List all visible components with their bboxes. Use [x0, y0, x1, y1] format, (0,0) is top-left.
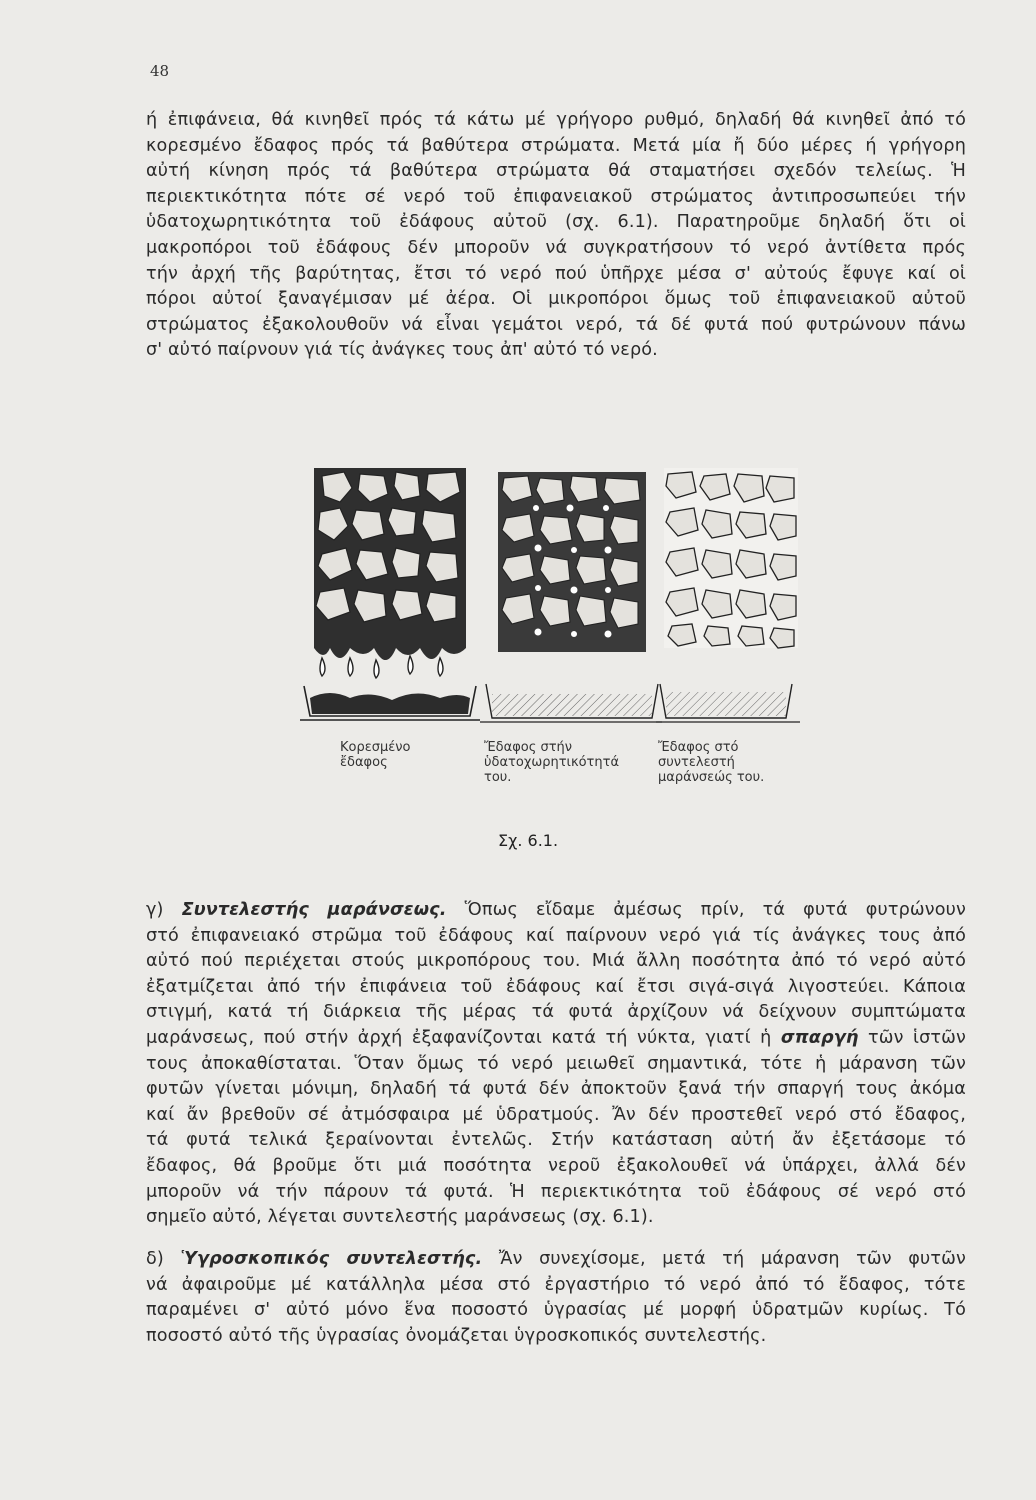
- label-wilting-point: Ἔδαφος στό συντελεστή μαράνσεώς του.: [658, 740, 765, 785]
- text-line: σημεῖο αὐτό, λέγεται συντελεστής μαράνσεως (σχ. 6.1).: [146, 1207, 654, 1228]
- text-line: ποσοστό αὐτό τῆς ὑγρασίας ὀνομάζεται ὑγροσκοπικός συντελεστής.: [146, 1325, 767, 1346]
- text-line: σ' αὐτό παίρνουν γιά τίς ἀνάγκες τους ἀπ' αὐτό τό νερό.: [146, 340, 658, 361]
- text-line: ή ἐπιφάνεια, θά κινηθεῖ πρός τά κάτω μέ γρήγορο ρυθμό, δηλαδή θά κινηθεῖ ἀπό τό: [146, 110, 966, 130]
- section-prefix: γ): [146, 900, 182, 920]
- text-line: φυτῶν γίνεται μόνιμη, δηλαδή τά φυτά δέν ἀποκτοῦν ξανά τήν σπαργή τους ἀκόμα: [146, 1079, 966, 1100]
- paragraph-delta: [146, 1247, 966, 1349]
- text-line: [146, 1026, 966, 1052]
- figure-6-1: [300, 462, 800, 812]
- paragraph-top: [146, 108, 966, 364]
- label-saturated-soil: Κορεσμένο ἔδαφος: [340, 740, 411, 770]
- text-line: παραμένει σ' αὐτό μόνο ἕνα ποσοστό ὑγρασίας μέ μορφή ὑδρατμῶν κυρίως. Τό: [146, 1300, 966, 1321]
- text-line: στρώματος ἐξακολουθοῦν νά εἶναι γεμάτοι νερό, τά δέ φυτά πού φυτρώνουν πάνω: [146, 314, 966, 335]
- section-term: Συντελεστής μαράνσεως.: [181, 900, 447, 920]
- text-line: κορεσμένο ἔδαφος πρός τά βαθύτερα στρώματα. Μετά μία ἤ δύο μέρες ή γρήγορη: [146, 135, 966, 156]
- text-line: τους ἀποκαθίσταται. Ὅταν ὅμως τό νερό μειωθεῖ σημαντικά, τότε ἡ μάρανση τῶν: [146, 1053, 966, 1074]
- text-line: στό ἐπιφανειακό στρῶμα τοῦ ἐδάφους καί παίρνουν νερό γιά τίς ἀνάγκες τους ἀπό: [146, 925, 966, 946]
- text-fragment: τῶν ἱστῶν: [858, 1027, 966, 1048]
- field-capacity-block: [480, 472, 662, 722]
- text-line: [146, 1247, 966, 1273]
- text-line: ἔδαφος, θά βροῦμε ὅτι μιά ποσότητα νεροῦ ἐξακολουθεῖ νά ὑπάρχει, ἀλλά δέν: [146, 1155, 966, 1176]
- tray-1: [300, 686, 480, 720]
- saturated-soil-block: [300, 468, 480, 720]
- tray-2: [480, 684, 662, 722]
- section-prefix: δ): [146, 1249, 181, 1269]
- text-line: περιεκτικότητα πότε σέ νερό τοῦ ἐπιφανειακοῦ στρώματος ἀντιπροσωπεύει τήν: [146, 186, 966, 207]
- tray-3: [656, 684, 800, 722]
- text-line: αὐτή κίνηση πρός τά βαθύτερα στρώματα θά σταματήσει σχεδόν τελείως. Ἡ: [146, 161, 966, 182]
- text-line: καί ἄν βρεθοῦν σέ ἀτμόσφαιρα μέ ὑδρατμούς. Ἄν δέν προστεθεῖ νερό στό ἔδαφος,: [146, 1104, 966, 1125]
- emphasized-term: σπαργή: [780, 1027, 859, 1048]
- text-fragment: Ὅπως εἴδαμε ἀμέσως πρίν, τά φυτά φυτρώνουν: [446, 900, 966, 920]
- text-line: στιγμή, κατά τή διάρκεια τῆς μέρας τά φυτά ἀρχίζουν νά δείχνουν συμπτώματα: [146, 1002, 966, 1023]
- paragraph-gamma: [146, 898, 966, 1231]
- page-number: 48: [150, 62, 170, 80]
- figure-caption: Σχ. 6.1.: [498, 831, 559, 850]
- wilting-point-block: [656, 468, 800, 722]
- text-line: νά ἀφαιροῦμε μέ κατάλληλα μέσα στό ἐργαστήριο τό νερό ἀπό τό ἔδαφος, τότε: [146, 1274, 966, 1295]
- text-line: αὐτό πού περιέχεται στούς μικροπόρους του. Μιά ἄλλη ποσότητα ἀπό τό νερό αὐτό: [146, 951, 966, 972]
- text-fragment: Ἄν συνεχίσομε, μετά τή μάρανση τῶν φυτῶν: [482, 1249, 966, 1269]
- text-line: πόροι αὐτοί ξαναγέμισαν μέ ἀέρα. Οἱ μικροπόροι ὅμως τοῦ ἐπιφανειακοῦ αὐτοῦ: [146, 289, 966, 310]
- text-line: μποροῦν νά τήν πάρουν τά φυτά. Ἡ περιεκτικότητα τοῦ ἐδάφους σέ νερό στό: [146, 1181, 966, 1202]
- text-line: τήν ἀρχή τῆς βαρύτητας, ἔτσι τό νερό πού ὑπῆρχε μέσα σ' αὐτούς ἔφυγε καί οἱ: [146, 263, 966, 284]
- text-line: μακροπόροι τοῦ ἐδάφους δέν μποροῦν νά συγκρατήσουν τό νερό ἀντίθετα πρός: [146, 237, 966, 258]
- label-field-capacity: Ἔδαφος στήν ὑδατοχωρητικότητά του.: [484, 740, 620, 785]
- text-line: [146, 898, 966, 924]
- text-line: τά φυτά τελικά ξεραίνονται ἐντελῶς. Στήν κατάσταση αὐτή ἄν ἐξετάσομε τό: [146, 1130, 966, 1151]
- section-term: Ὑγροσκοπικός συντελεστής.: [180, 1249, 483, 1269]
- text-fragment: μαράνσεως, πού στήν ἀρχή ἐξαφανίζονται κατά τή νύκτα, γιατί ἡ: [146, 1027, 781, 1048]
- text-line: ὑδατοχωρητικότητα τοῦ ἐδάφους αὐτοῦ (σχ. 6.1). Παρατηροῦμε δηλαδή ὅτι οἱ: [146, 212, 966, 233]
- text-line: ἐξατμίζεται ἀπό τήν ἐπιφάνεια τοῦ ἐδάφους καί ἔτσι σιγά-σιγά λιγοστεύει. Κάποια: [146, 976, 966, 997]
